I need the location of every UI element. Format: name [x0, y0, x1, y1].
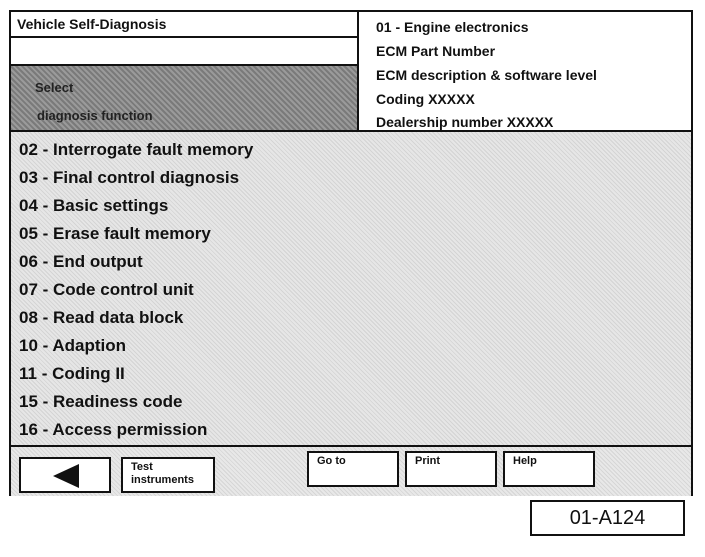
test-instruments-label-line2: instruments: [131, 474, 194, 486]
menu-item-end-output[interactable]: 06 - End output: [19, 252, 143, 271]
go-to-button[interactable]: Go to: [307, 451, 399, 487]
module-name: 01 - Engine electronics: [376, 19, 529, 35]
menu-item-coding-ii[interactable]: 11 - Coding II: [19, 364, 125, 383]
menu-item-basic-settings[interactable]: 04 - Basic settings: [19, 196, 169, 215]
test-instruments-label-line1: Test: [131, 461, 153, 473]
ecm-part-number: ECM Part Number: [376, 43, 496, 59]
ecm-description: ECM description & software level: [376, 67, 597, 83]
select-prompt-line2: diagnosis function: [37, 108, 153, 123]
coding-value: Coding XXXXX: [376, 91, 475, 107]
select-prompt: [11, 66, 357, 132]
left-arrow-icon: [53, 464, 79, 488]
diagnosis-screen: [9, 10, 693, 496]
menu-item-readiness-code[interactable]: 15 - Readiness code: [19, 392, 183, 411]
menu-item-access-permission[interactable]: 16 - Access permission: [19, 420, 208, 439]
menu-item-adaption[interactable]: 10 - Adaption: [19, 336, 127, 355]
menu-item-code-control-unit[interactable]: 07 - Code control unit: [19, 280, 194, 299]
menu-item-erase-fault-memory[interactable]: 05 - Erase fault memory: [19, 224, 211, 243]
menu-item-interrogate-fault-memory[interactable]: 02 - Interrogate fault memory: [19, 140, 254, 159]
print-button[interactable]: Print: [405, 451, 497, 487]
function-menu: [11, 132, 691, 445]
help-button[interactable]: Help: [503, 451, 595, 487]
module-info-panel: [357, 12, 691, 132]
bottom-toolbar: [11, 445, 691, 496]
back-button[interactable]: [19, 457, 111, 493]
dealership-number: Dealership number XXXXX: [376, 114, 554, 130]
menu-item-read-data-block[interactable]: 08 - Read data block: [19, 308, 184, 327]
test-instruments-button[interactable]: [121, 457, 215, 493]
blank-field: [11, 38, 357, 66]
menu-item-final-control-diagnosis[interactable]: 03 - Final control diagnosis: [19, 168, 240, 187]
figure-label: 01-A124: [530, 500, 685, 536]
select-prompt-line1: Select: [35, 80, 74, 95]
window-title: Vehicle Self-Diagnosis: [11, 12, 357, 38]
